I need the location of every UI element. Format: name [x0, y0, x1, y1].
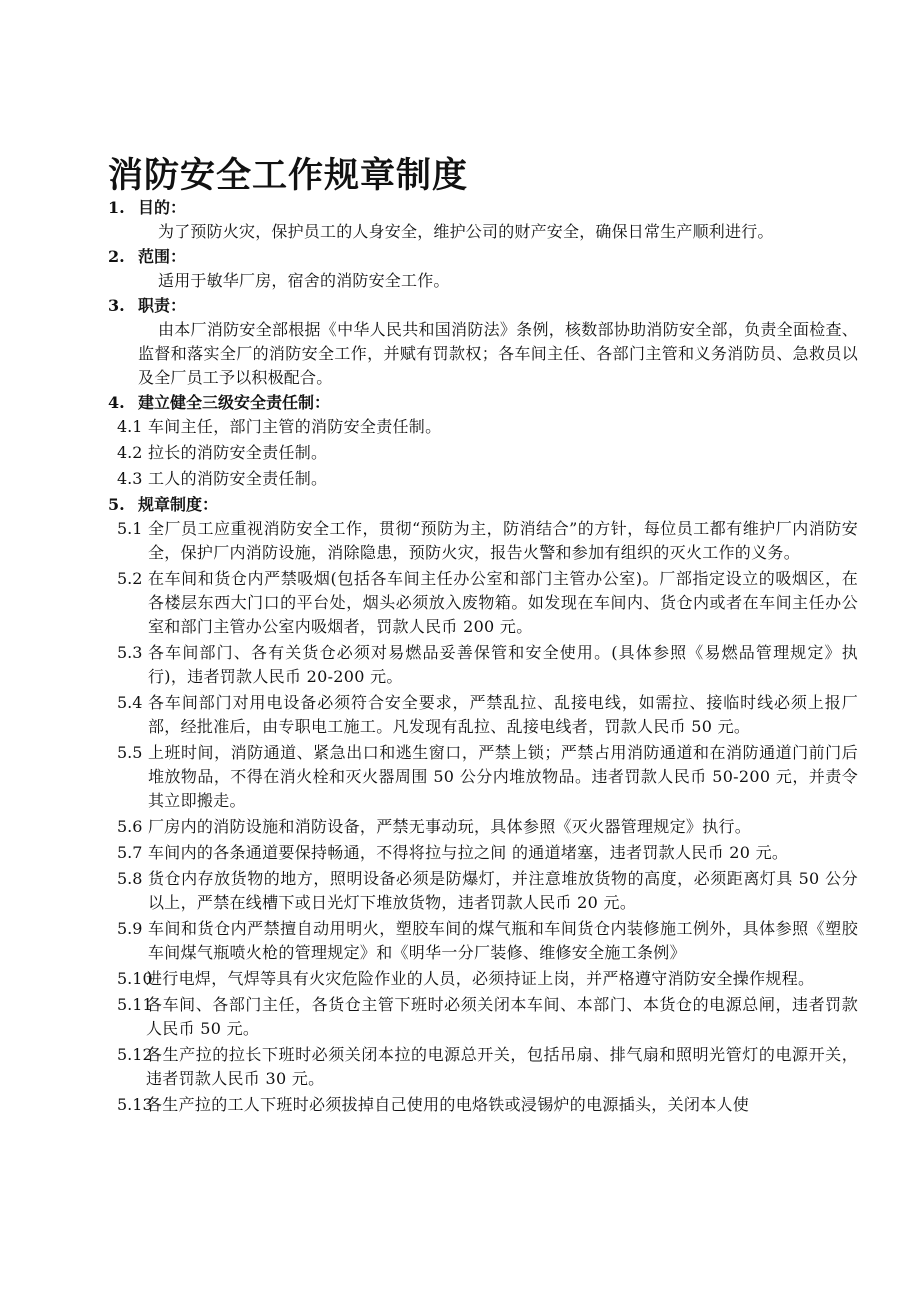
section-heading [108, 493, 858, 517]
clause-item [108, 517, 858, 565]
section-label: 目的： [138, 198, 187, 217]
section-label: 建立健全三级安全责任制： [138, 393, 331, 412]
page-title: 消防安全工作规章制度 [108, 156, 469, 196]
section-number: 5. [108, 495, 125, 514]
clause-text: 拉长的消防安全责任制。 [148, 443, 328, 462]
section-heading [108, 245, 858, 269]
clause-item [108, 993, 858, 1041]
section-paragraph: 由本厂消防安全部根据《中华人民共和国消防法》条例，核数部协助消防安全部，负责全面检查、监督和落实全厂的消防安全工作，并赋有罚款权；各车间主任、各部门主管和义务消防员、急救员以及全厂员工予以积极配合。 [138, 320, 858, 387]
section-label: 职责： [138, 296, 187, 315]
section-paragraph: 适用于敏华厂房，宿舍的消防安全工作。 [158, 271, 450, 290]
clause-number: 5.8 [117, 869, 143, 888]
clause-item [108, 567, 858, 639]
clause-text: 各生产拉的工人下班时必须拔掉自己使用的电烙铁或浸锡炉的电源插头，关闭本人使 [146, 1095, 750, 1114]
clause-text: 车间主任，部门主管的消防安全责任制。 [148, 417, 442, 436]
clause-text: 车间和货仓内严禁擅自动用明火，塑胶车间的煤气瓶和车间货仓内装修施工例外，具体参照《塑胶车间煤气瓶喷火枪的管理规定》和《明华一分厂装修、维修安全施工条例》 [148, 919, 858, 962]
clause-item [108, 967, 858, 991]
clause-item [108, 1093, 858, 1117]
clause-number: 5.3 [117, 643, 143, 662]
clause-number: 5.2 [117, 569, 143, 588]
clause-text: 车间内的各条通道要保持畅通，不得将拉与拉之间 的通道堵塞，违者罚款人民币 20 元。 [148, 843, 789, 862]
section-heading [108, 294, 858, 318]
clause-text: 工人的消防安全责任制。 [148, 469, 328, 488]
section-paragraph: 为了预防火灾，保护员工的人身安全，维护公司的财产安全，确保日常生产顺利进行。 [158, 222, 774, 241]
clause-text: 各车间、各部门主任，各货仓主管下班时必须关闭本车间、本部门、本货仓的电源总闸，违者罚款人民币 50 元。 [146, 995, 858, 1038]
section-label: 范围： [138, 247, 187, 266]
clause-item [108, 415, 858, 439]
clause-text: 各车间部门对用电设备必须符合安全要求，严禁乱拉、乱接电线，如需拉、接临时线必须上报厂部，经批准后，由专职电工施工。凡发现有乱拉、乱接电线者，罚款人民币 50 元。 [148, 693, 858, 736]
clause-number: 5.12 [117, 1045, 153, 1064]
clause-number: 4.3 [117, 469, 143, 488]
clause-number: 5.13 [117, 1095, 153, 1114]
clause-number: 5.9 [117, 919, 143, 938]
clause-text: 在车间和货仓内严禁吸烟(包括各车间主任办公室和部门主管办公室)。厂部指定设立的吸烟区，在各楼层东西大门口的平台处，烟头必须放入废物箱。如发现在车间内、货仓内或者在车间主任办公室和部门主管办公室内吸烟者，罚款人民币 200 元。 [148, 569, 858, 636]
document-body [108, 196, 858, 1119]
section-label: 规章制度： [138, 495, 219, 514]
clause-item [108, 641, 858, 689]
clause-text: 货仓内存放货物的地方，照明设备必须是防爆灯，并注意堆放货物的高度，必须距离灯具 50 公分以上，严禁在线槽下或日光灯下堆放货物，违者罚款人民币 20 元。 [148, 869, 858, 912]
clause-text: 各生产拉的拉长下班时必须关闭本拉的电源总开关，包括吊扇、排气扇和照明光管灯的电源开关，违者罚款人民币 30 元。 [146, 1045, 858, 1088]
section-number: 2. [108, 247, 125, 266]
clause-number: 5.7 [117, 843, 143, 862]
clause-item [108, 467, 858, 491]
clause-item [108, 917, 858, 965]
clause-text: 各车间部门、各有关货仓必须对易燃品妥善保管和安全使用。(具体参照《易燃品管理规定》执行)，违者罚款人民币 20-200 元。 [148, 643, 858, 686]
clause-number: 5.4 [117, 693, 143, 712]
clause-text: 厂房内的消防设施和消防设备，严禁无事动玩，具体参照《灭火器管理规定》执行。 [148, 817, 752, 836]
clause-item [108, 867, 858, 915]
clause-item [108, 841, 858, 865]
section-number: 1. [108, 198, 125, 217]
clause-item [108, 1043, 858, 1091]
clause-text: 上班时间，消防通道、紧急出口和逃生窗口，严禁上锁；严禁占用消防通道和在消防通道门前门后堆放物品，不得在消火栓和灭火器周围 50 公分内堆放物品。违者罚款人民币 50-200 元，并责令其立即搬走。 [148, 743, 858, 810]
clause-number: 5.10 [117, 969, 153, 988]
section-heading [108, 196, 858, 220]
clause-item [108, 691, 858, 739]
clause-number: 5.6 [117, 817, 143, 836]
clause-item [108, 441, 858, 465]
clause-number: 5.1 [117, 519, 143, 538]
clause-item [108, 815, 858, 839]
clause-item [108, 741, 858, 813]
clause-number: 5.11 [117, 995, 153, 1014]
clause-number: 4.1 [117, 417, 143, 436]
section-number: 4. [108, 393, 125, 412]
clause-number: 4.2 [117, 443, 143, 462]
section-number: 3. [108, 296, 125, 315]
clause-text: 全厂员工应重视消防安全工作，贯彻“预防为主，防消结合”的方针，每位员工都有维护厂内消防安全，保护厂内消防设施，消除隐患，预防火灾，报告火警和参加有组织的灭火工作的义务。 [148, 519, 858, 562]
clause-number: 5.5 [117, 743, 143, 762]
section-heading [108, 391, 858, 415]
clause-text: 进行电焊，气焊等具有火灾危险作业的人员，必须持证上岗，并严格遵守消防安全操作规程。 [146, 969, 815, 988]
